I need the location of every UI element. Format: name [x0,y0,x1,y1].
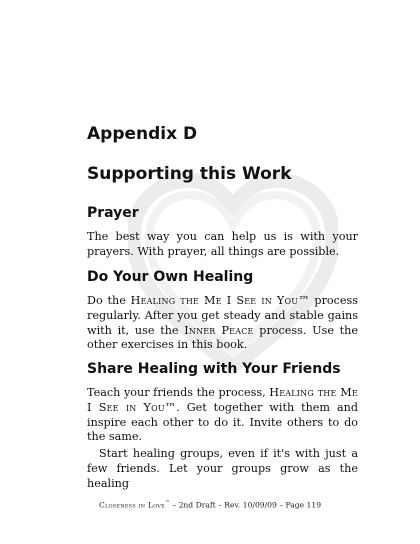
text-run: process regularly. After you get steady and stable gains with it, use the [87,294,359,337]
process-name: Healing the Me I See in You™ [130,294,310,307]
page-title: Supporting this Work [87,164,292,184]
section-heading-own-healing: Do Your Own Healing [87,269,254,285]
text-run: Teach your friends the process, [87,386,270,399]
section-body-share-2: Start healing groups, even if it's with just a few friends. Let your groups grow as the healing [87,447,358,490]
process-name: Healing the Me I See in You™ [87,386,358,414]
footer-book-title: Closeness in Love [98,500,165,510]
section-body-prayer: The best way you can help us is with your prayers. With prayer, all things are possible. [87,230,358,258]
appendix-label: Appendix D [87,124,198,144]
page-footer [0,500,420,510]
process-name-inner-peace: Inner Peace [184,323,254,337]
section-heading-prayer: Prayer [87,205,139,221]
section-body-share-1 [87,386,358,445]
section-heading-share: Share Healing with Your Friends [87,361,341,377]
text-run: . Get together with them and inspire each other to do it. Invite others to do the same. [87,400,358,444]
section-body-own-healing [87,294,358,353]
section-prayer [87,205,358,260]
text-run: process. Use the other exercises in this book. [87,323,358,352]
section-share [87,361,358,492]
text-run: Do the [87,294,131,307]
footer-trademark: ™ [164,500,170,506]
section-own-healing [87,269,358,353]
footer-revision: – 2nd Draft – Rev. 10/09/09 – Page 119 [169,500,322,510]
